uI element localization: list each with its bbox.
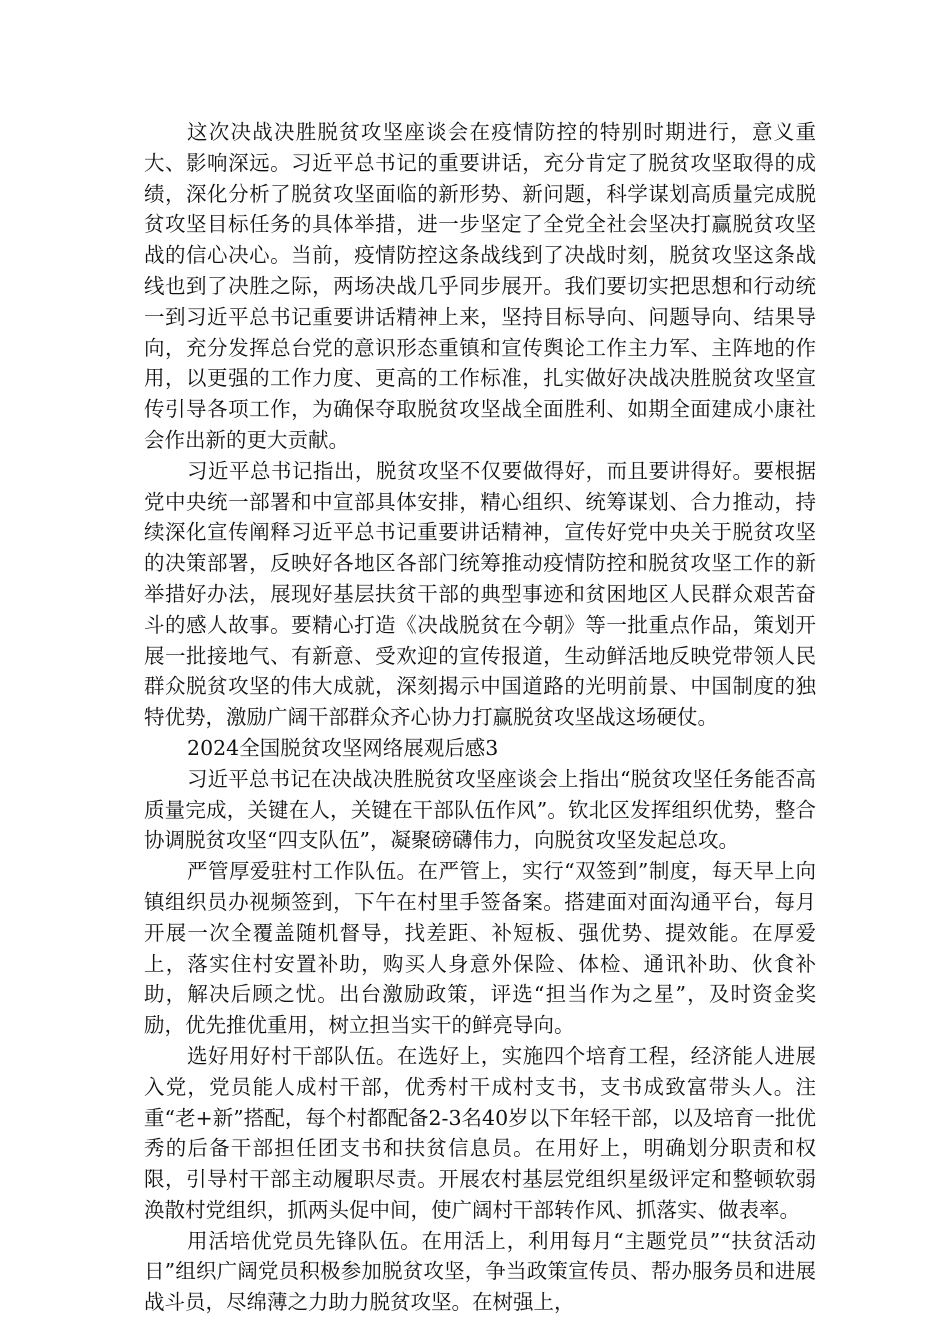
paragraph-2: 习近平总书记指出，脱贫攻坚不仅要做得好，而且要讲得好。要根据党中央统一部署和中宣部具体安排，精心组织、统筹谋划、合力推动，持续深化宣传阐释习近平总书记重要讲话精神，宣传好党中央关于脱贫攻坚的决策部署，反映好各地区各部门统筹推动疫情防控和脱贫攻坚工作的新举措好办法，展现好基层扶贫干部的典型事迹和贫困地区人民群众艰苦奋斗的感人故事。要精心打造《决战脱贫在今朝》等一批重点作品，策划开展一批接地气、有新意、受欢迎的宣传报道，生动鲜活地反映党带领人民群众脱贫攻坚的伟大成就，深刻揭示中国道路的光明前景、中国制度的独特优势，激励广阔干部群众齐心协力打赢脱贫攻坚战这场硬仗。 [144, 458, 816, 730]
paragraph-3: 习近平总书记在决战决胜脱贫攻坚座谈会上指出“脱贫攻坚任务能否高质量完成，关键在人，关键在干部队伍作风”。钦北区发挥组织优势，整合协调脱贫攻坚“四支队伍”，凝聚磅礴伟力，向脱贫攻坚发起总攻。 [144, 766, 816, 853]
paragraph-1: 这次决战决胜脱贫攻坚座谈会在疫情防控的特别时期进行，意义重大、影响深远。习近平总书记的重要讲话，充分肯定了脱贫攻坚取得的成绩，深化分析了脱贫攻坚面临的新形势、新问题，科学谋划高质量完成脱贫攻坚目标任务的具体举措，进一步坚定了全党全社会坚决打赢脱贫攻坚战的信心决心。当前，疫情防控这条战线到了决战时刻，脱贫攻坚这条战线也到了决胜之际，两场决战几乎同步展开。我们要切实把思想和行动统一到习近平总书记重要讲话精神上来，坚持目标导向、问题导向、结果导向，充分发挥总台党的意识形态重镇和宣传舆论工作主力军、主阵地的作用，以更强的工作力度、更高的工作标准，扎实做好决战决胜脱贫攻坚宣传引导各项工作，为确保夺取脱贫攻坚战全面胜利、如期全面建成小康社会作出新的更大贡献。 [144, 120, 816, 452]
document-body [144, 117, 816, 1318]
paragraph-4: 严管厚爱驻村工作队伍。在严管上，实行“双签到”制度，每天早上向镇组织员办视频签到，下午在村里手签备案。搭建面对面沟通平台，每月开展一次全覆盖随机督导，找差距、补短板、强优势、提效能。在厚爱上，落实住村安置补助，购买人身意外保险、体检、通讯补助、伙食补助，解决后顾之忧。出台激励政策，评选“担当作为之星”，及时资金奖励，优先推优重用，树立担当实干的鲜亮导向。 [144, 859, 816, 1038]
paragraph-6: 用活培优党员先锋队伍。在用活上，利用每月“主题党员”“扶贫活动日”组织广阔党员积极参加脱贫攻坚，争当政策宣传员、帮办服务员和进展战斗员，尽绵薄之力助力脱贫攻坚。在树强上， [144, 1228, 816, 1315]
paragraph-5: 选好用好村干部队伍。在选好上，实施四个培育工程，经济能人进展入党，党员能人成村干部，优秀村干成村支书，支书成致富带头人。注重“老+新”搭配，每个村都配备2-3名40岁以下年轻干部，以及培育一批优秀的后备干部担任团支书和扶贫信息员。在用好上，明确划分职责和权限，引导村干部主动履职尽责。开展农村基层党组织星级评定和整顿软弱涣散村党组织，抓两头促中间，使广阔村干部转作风、抓落实、做表率。 [144, 1043, 816, 1222]
section-heading: 2024全国脱贫攻坚网络展观后感3 [187, 735, 499, 760]
